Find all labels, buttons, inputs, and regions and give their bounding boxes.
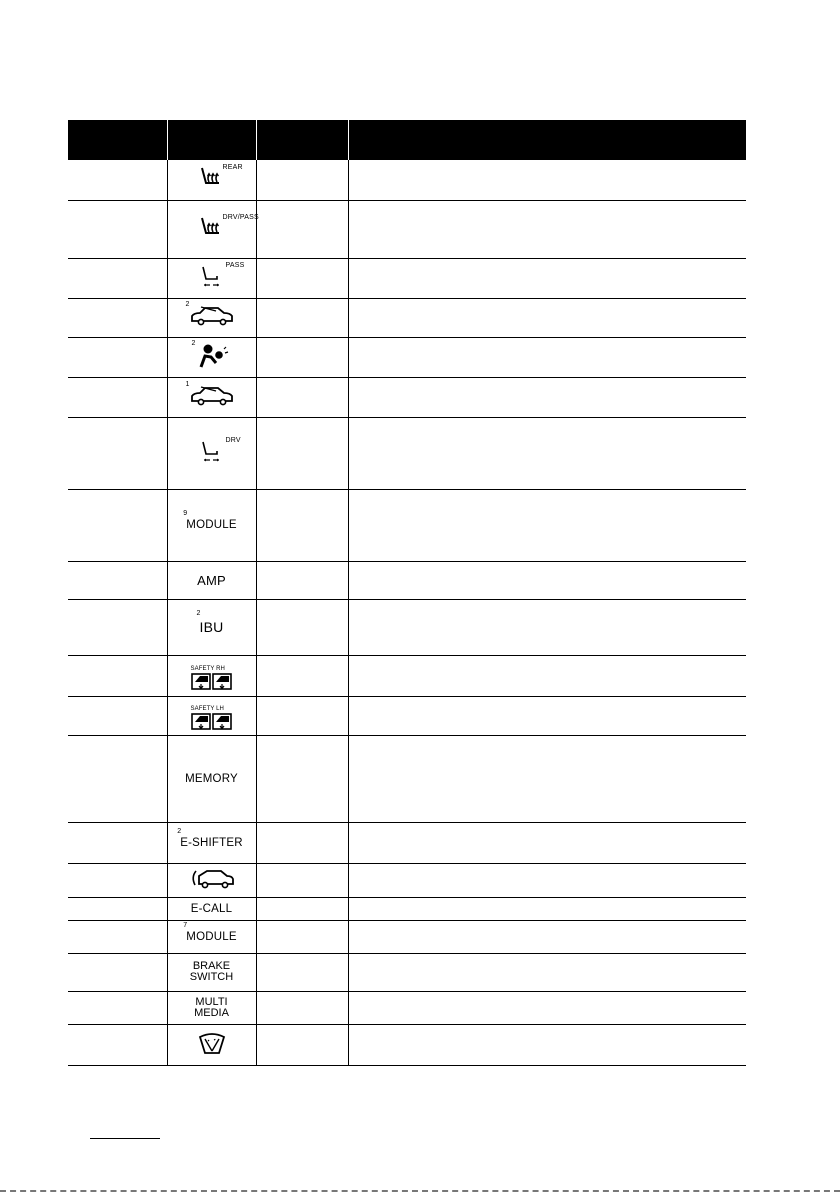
symbol-superscript: 9 [183,510,188,517]
header-fuse-rating [256,120,348,160]
table-row [68,200,746,258]
symbol-cell [167,489,256,561]
symbol-text-value: MODULE [186,519,237,531]
fuse-rating-cell [256,417,348,489]
table-row [68,991,746,1024]
safety-window-icon [191,666,233,691]
table-row [68,417,746,489]
symbol-text [191,903,232,915]
table-row [68,953,746,991]
symbol-cell [167,377,256,417]
table-row [68,489,746,561]
table-row [68,920,746,953]
symbol-cell [167,863,256,897]
symbol-text-value: IBU [199,619,224,635]
fuse-rating-cell [256,1024,348,1065]
symbol-superscript: 2 [177,827,182,835]
fuse-name-cell [68,377,167,417]
symbol-text-line: MEDIA [194,1006,229,1019]
heated-seat-icon [199,164,243,190]
fuse-rating-cell [256,897,348,920]
fuse-rating-cell [256,953,348,991]
table-row [68,1024,746,1065]
symbol-cell [167,897,256,920]
symbol-superscript: 2 [191,339,196,347]
fuse-rating-cell [256,160,348,200]
symbol-cell [167,735,256,822]
table-row [68,298,746,337]
fuse-name-cell [68,696,167,735]
symbol-label: SAFETY RH [190,665,225,672]
fuse-name-cell [68,655,167,696]
circuit-cell [348,298,746,337]
fuse-name-cell [68,735,167,822]
footer-rule [90,1138,160,1139]
power-seat-icon [199,261,245,288]
table-row [68,377,746,417]
fuse-name-cell [68,863,167,897]
circuit-cell [348,655,746,696]
circuit-cell [348,920,746,953]
fuse-rating-cell [256,258,348,298]
table-row [68,561,746,599]
symbol-text-value: MODULE [186,930,237,943]
tailgate-icon [187,867,237,891]
circuit-cell [348,822,746,863]
symbol-cell [167,655,256,696]
symbol-cell [167,920,256,953]
symbol-text [183,510,237,531]
symbol-cell [167,953,256,991]
symbol-cell [167,1024,256,1065]
fuse-table [68,120,746,1066]
rear-wiper-icon [197,1031,227,1055]
table-row [68,337,746,377]
fuse-name-cell [68,258,167,298]
symbol-text [194,997,229,1019]
fuse-name-cell [68,489,167,561]
circuit-cell [348,337,746,377]
symbol-superscript: 2 [196,610,201,617]
symbol-text [185,773,238,785]
fuse-name-cell [68,1024,167,1065]
fuse-rating-cell [256,377,348,417]
symbol-cell [167,822,256,863]
table-row [68,655,746,696]
circuit-cell [348,1024,746,1065]
fuse-name-cell [68,417,167,489]
table-row [68,822,746,863]
symbol-label: SAFETY LH [190,705,224,712]
table-header-row [68,120,746,160]
header-symbol [167,120,256,160]
circuit-cell [348,735,746,822]
fuse-name-cell [68,953,167,991]
heated-seat-icon [199,213,259,240]
circuit-cell [348,561,746,599]
fuse-rating-cell [256,822,348,863]
circuit-cell [348,489,746,561]
symbol-text [183,921,237,943]
symbol-cell [167,337,256,377]
fuse-name-cell [68,920,167,953]
header-fuse-name [68,120,167,160]
table-row [68,897,746,920]
symbol-text-value: E-SHIFTER [180,836,243,849]
symbol-cell [167,417,256,489]
sunroof-icon [185,380,236,408]
circuit-cell [348,991,746,1024]
circuit-cell [348,696,746,735]
circuit-cell [348,897,746,920]
fuse-rating-cell [256,735,348,822]
fuse-rating-cell [256,489,348,561]
fuse-rating-cell [256,863,348,897]
fuse-rating-cell [256,200,348,258]
symbol-text-line: SWITCH [189,971,234,983]
symbol-superscript: 7 [183,921,188,929]
symbol-text-value: AMP [197,572,226,588]
symbol-text-line: BRAKE [192,960,231,972]
symbol-text [190,961,233,983]
symbol-label: REAR [222,164,243,172]
symbol-cell [167,991,256,1024]
circuit-cell [348,863,746,897]
fuse-name-cell [68,822,167,863]
fuse-rating-cell [256,599,348,655]
symbol-cell [167,298,256,337]
fuse-name-cell [68,200,167,258]
table-row [68,696,746,735]
circuit-cell [348,200,746,258]
symbol-cell [167,599,256,655]
circuit-cell [348,417,746,489]
fuse-name-cell [68,298,167,337]
symbol-text [197,573,226,588]
symbol-cell [167,258,256,298]
fuse-rating-cell [256,920,348,953]
fuse-name-cell [68,897,167,920]
symbol-superscript: 2 [185,301,190,308]
symbol-superscript: 1 [185,380,190,388]
fuse-name-cell [68,599,167,655]
symbol-cell [167,561,256,599]
power-seat-icon [199,436,241,463]
airbag-icon [191,339,230,369]
fuse-name-cell [68,337,167,377]
symbol-cell [167,696,256,735]
safety-window-icon [191,706,233,731]
symbol-label: DRV/PASS [222,213,259,221]
symbol-cell [167,200,259,258]
symbol-text-value: E-CALL [190,902,233,915]
circuit-cell [348,377,746,417]
circuit-cell [348,258,746,298]
symbol-text [177,827,243,849]
circuit-cell [348,160,746,200]
fuse-rating-cell [256,655,348,696]
symbol-cell [167,160,256,200]
table-row [68,599,746,655]
fuse-rating-cell [256,561,348,599]
symbol-label: DRV [225,436,241,444]
circuit-cell [348,953,746,991]
table-row [68,735,746,822]
symbol-text [196,610,224,635]
symbol-text-value: MEMORY [185,772,238,785]
fuse-name-cell [68,561,167,599]
fuse-name-cell [68,991,167,1024]
fuse-rating-cell [256,991,348,1024]
fuse-name-cell [68,160,167,200]
header-circuit-protected [348,120,746,160]
sunroof-icon [185,301,236,328]
fuse-rating-cell [256,696,348,735]
circuit-cell [348,599,746,655]
fuse-rating-cell [256,337,348,377]
fuse-rating-cell [256,298,348,337]
table-row [68,863,746,897]
symbol-text-line: MULTI [195,995,228,1008]
table-row [68,258,746,298]
symbol-label: PASS [225,261,245,269]
table-row [68,160,746,200]
